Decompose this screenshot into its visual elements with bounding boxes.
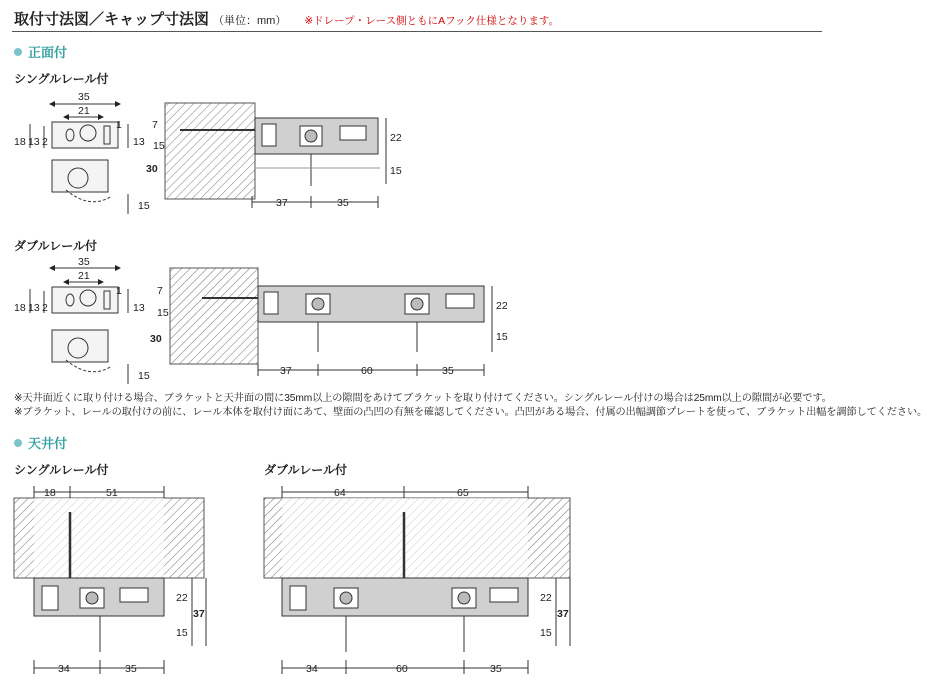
dim-label: 35 [490, 663, 502, 675]
dim-label: 37 [280, 365, 292, 377]
dim-label: 18 [44, 487, 56, 499]
section-ceiling-label: 天井付 [28, 436, 68, 451]
dim-label: 15 [138, 200, 150, 212]
dim-label: 2 [42, 302, 48, 314]
title-text: 取付寸法図／キャップ寸法図 [14, 11, 210, 28]
ceiling-single-ceiling [14, 498, 204, 578]
dim-label: 37 [193, 608, 205, 620]
dim-label: 18 [14, 136, 26, 148]
dim-label: 22 [540, 592, 552, 604]
dim-label: 60 [361, 365, 373, 377]
ceiling-double-ceiling [264, 498, 570, 578]
dim-label: 30 [150, 333, 162, 345]
dim-label: 15 [138, 370, 150, 382]
dim-label: 60 [396, 663, 408, 675]
front-single-label: シングルレール付 [14, 72, 109, 86]
dim-label: 51 [106, 487, 118, 499]
dim-label: 21 [78, 105, 90, 117]
front-single-bracket-dims [14, 91, 150, 212]
dim-label: 15 [540, 627, 552, 639]
dim-label: 13 [133, 302, 145, 314]
dim-label: 2 [42, 136, 48, 148]
dim-label: 13 [133, 136, 145, 148]
front-double-bracket [30, 268, 128, 384]
section-front-label: 正面付 [28, 45, 68, 60]
dim-label: 35 [78, 91, 90, 103]
dim-label: 65 [457, 487, 469, 499]
dim-label: 1 [116, 119, 122, 131]
dim-label: 22 [496, 300, 508, 312]
dim-label: 35 [337, 197, 349, 209]
front-double-label: ダブルレール付 [14, 239, 97, 253]
dim-label: 64 [334, 487, 346, 499]
dim-label: 7 [157, 285, 163, 297]
dim-label: 30 [146, 163, 158, 175]
dim-label: 1 [116, 285, 122, 297]
front-single-bracket [30, 104, 128, 214]
dim-label: 37 [276, 197, 288, 209]
dim-label: 15 [176, 627, 188, 639]
dim-label: 34 [306, 663, 318, 675]
front-double-bracket-dims [14, 256, 150, 382]
dim-label: 15 [390, 165, 402, 177]
dim-label: 35 [442, 365, 454, 377]
dim-label: 34 [58, 663, 70, 675]
dim-label: 35 [125, 663, 137, 675]
dim-label: 15 [153, 140, 165, 152]
unit-label: （単位：mm） [213, 15, 287, 27]
dim-label: 37 [557, 608, 569, 620]
front-double-wall [170, 268, 258, 364]
note-line-2: ※ブラケット、レールの取付けの前に、レール本体を取付け面にあて、壁面の凸凹の有無を確認してください。凸凹がある場合、付属の出幅調節プレートを使って、ブラケット出幅を調節してください。 [14, 407, 927, 418]
dim-label: 15 [157, 307, 169, 319]
dim-label: 13 [28, 302, 40, 314]
front-single-wall [165, 103, 255, 199]
dim-label: 35 [78, 256, 90, 268]
dim-label: 22 [176, 592, 188, 604]
dim-label: 21 [78, 270, 90, 282]
dim-label: 18 [14, 302, 26, 314]
dim-label: 22 [390, 132, 402, 144]
dim-label: 13 [28, 136, 40, 148]
ceiling-double-label: ダブルレール付 [264, 463, 347, 477]
dim-label: 15 [496, 331, 508, 343]
note-line-1: ※天井面近くに取り付ける場合、ブラケットと天井面の間に35mm以上の隙間をあけてブラケットを取り付けてください。シングルレール付けの場合は25mm以上の隙間が必要です。 [14, 393, 832, 404]
hook-note: ※ドレープ・レース側ともにAフック仕様となります。 [304, 15, 560, 27]
ceiling-single-label: シングルレール付 [14, 463, 109, 477]
dim-label: 7 [152, 119, 158, 131]
